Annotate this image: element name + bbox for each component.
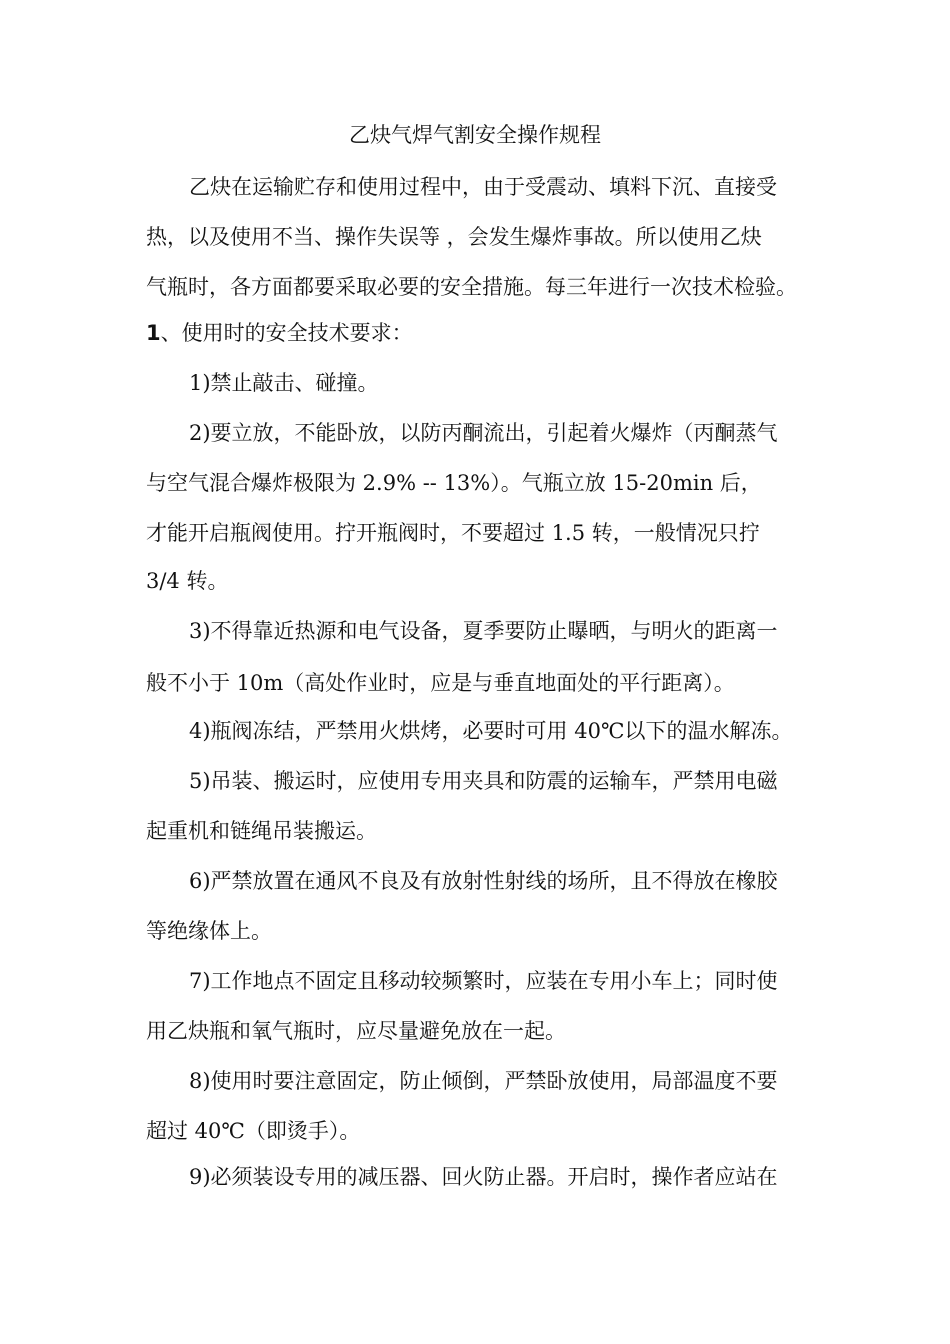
item-7-line-1: 7)工作地点不固定且移动较频繁时，应装在专用小车上；同时使: [189, 969, 778, 993]
item-2-line-1: 2)要立放，不能卧放，以防丙酮流出，引起着火爆炸（丙酮蒸气: [189, 421, 778, 445]
item-3-line-2: 般不小于 10m（高处作业时，应是与垂直地面处的平行距离）。: [146, 671, 735, 695]
document-title: 乙炔气焊气割安全操作规程: [349, 123, 601, 147]
item-7-line-2: 用乙炔瓶和氧气瓶时，应尽量避免放在一起。: [146, 1019, 566, 1043]
item-8-line-1: 8)使用时要注意固定，防止倾倒，严禁卧放使用，局部温度不要: [189, 1069, 778, 1093]
intro-line-2: 热，以及使用不当、操作失误等 ，会发生爆炸事故。所以使用乙炔: [146, 225, 762, 249]
item-9-line-1: 9)必须装设专用的减压器、回火防止器。开启时，操作者应站在: [189, 1165, 778, 1189]
item-1-line-1: 1)禁止敲击、碰撞。: [189, 371, 379, 395]
item-5-line-2: 起重机和链绳吊装搬运。: [146, 819, 377, 843]
section-1-number: 1: [146, 321, 161, 345]
item-2-line-3: 才能开启瓶阀使用。拧开瓶阀时，不要超过 1.5 转，一般情况只拧: [146, 521, 760, 545]
item-8-line-2: 超过 40℃（即烫手）。: [146, 1119, 361, 1143]
item-2-line-4: 3/4 转。: [146, 569, 229, 593]
item-6-line-1: 6)严禁放置在通风不良及有放射性射线的场所，且不得放在橡胶: [189, 869, 778, 893]
section-1-heading-text: 、使用时的安全技术要求：: [160, 321, 413, 345]
item-5-line-1: 5)吊装、搬运时，应使用专用夹具和防震的运输车，严禁用电磁: [189, 769, 778, 793]
item-4-line-1: 4)瓶阀冻结，严禁用火烘烤，必要时可用 40℃以下的温水解冻。: [189, 719, 793, 743]
intro-line-3: 气瓶时，各方面都要采取必要的安全措施。每三年进行一次技术检验。: [146, 275, 797, 299]
section-1-heading: [146, 318, 810, 348]
item-2-line-2: 与空气混合爆炸极限为 2.9% -- 13%）。气瓶立放 15-20min 后，: [146, 471, 762, 495]
item-3-line-1: 3)不得靠近热源和电气设备，夏季要防止曝晒，与明火的距离一: [189, 619, 778, 643]
item-6-line-2: 等绝缘体上。: [146, 919, 272, 943]
intro-line-1: 乙炔在运输贮存和使用过程中，由于受震动、填料下沉、直接受: [189, 175, 777, 199]
